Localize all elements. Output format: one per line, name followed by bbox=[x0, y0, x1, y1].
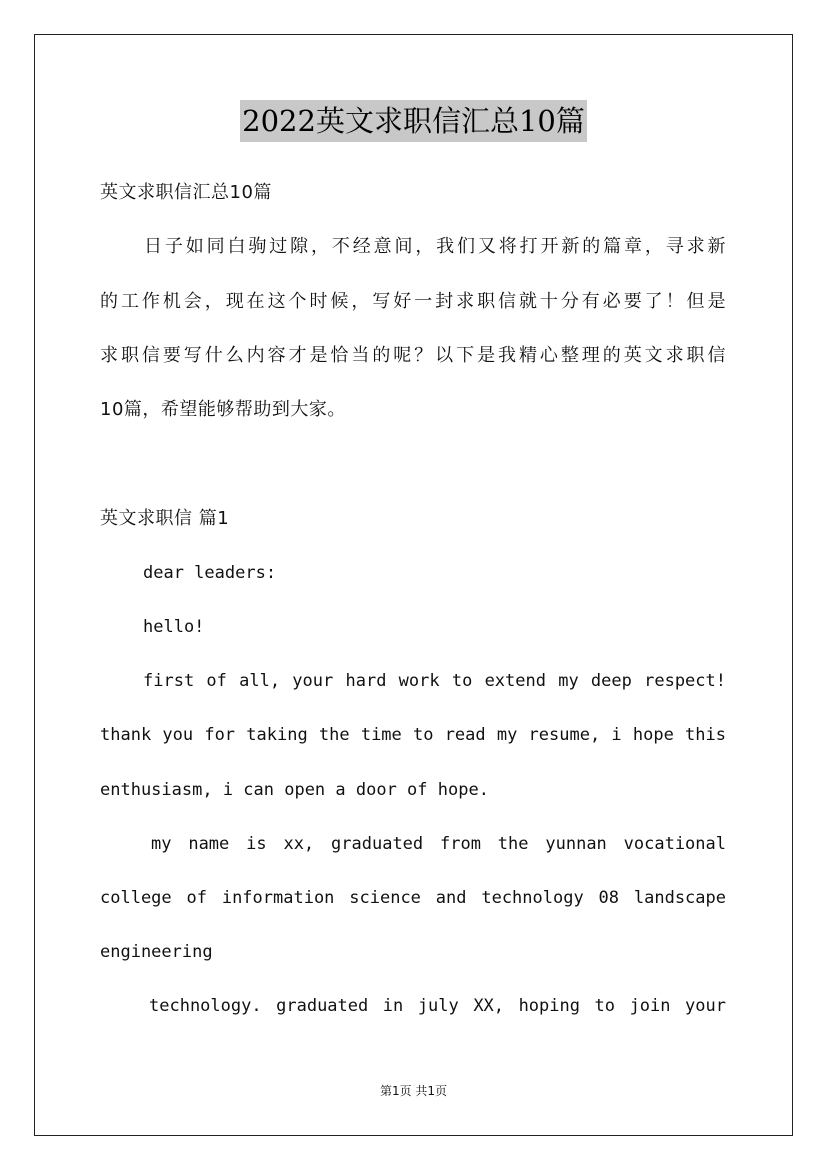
title-container bbox=[0, 100, 827, 142]
letter-line-3: enthusiasm, i can open a door of hope. bbox=[100, 780, 489, 800]
letter-line-6: engineering bbox=[100, 942, 213, 962]
intro-line-2: 的工作机会，现在这个时候，写好一封求职信就十分有必要了！但是 bbox=[100, 291, 726, 312]
letter-line-2: thank you for taking the time to read my resume, i hope this bbox=[100, 725, 726, 745]
letter-line-7: technology. graduated in july XX, hoping to join your bbox=[149, 996, 726, 1016]
page-footer: 第1页 共1页 bbox=[379, 1084, 448, 1098]
letter-line-1: first of all, your hard work to extend my deep respect! bbox=[143, 671, 726, 691]
document-title: 2022英文求职信汇总10篇 bbox=[240, 100, 587, 142]
letter-line-5: college of information science and technology 08 landscape bbox=[100, 888, 726, 908]
letter-salutation: dear leaders: bbox=[143, 563, 277, 583]
document-subtitle: 英文求职信汇总10篇 bbox=[100, 182, 272, 203]
section-heading: 英文求职信 篇1 bbox=[100, 508, 230, 529]
letter-greeting: hello! bbox=[143, 617, 205, 637]
intro-line-4: 10篇，希望能够帮助到大家。 bbox=[100, 399, 346, 420]
intro-line-1: 日子如同白驹过隙，不经意间，我们又将打开新的篇章，寻求新 bbox=[144, 236, 726, 257]
intro-line-3: 求职信要写什么内容才是恰当的呢？以下是我精心整理的英文求职信 bbox=[100, 345, 726, 366]
letter-line-4: my name is xx, graduated from the yunnan vocational bbox=[151, 834, 726, 854]
